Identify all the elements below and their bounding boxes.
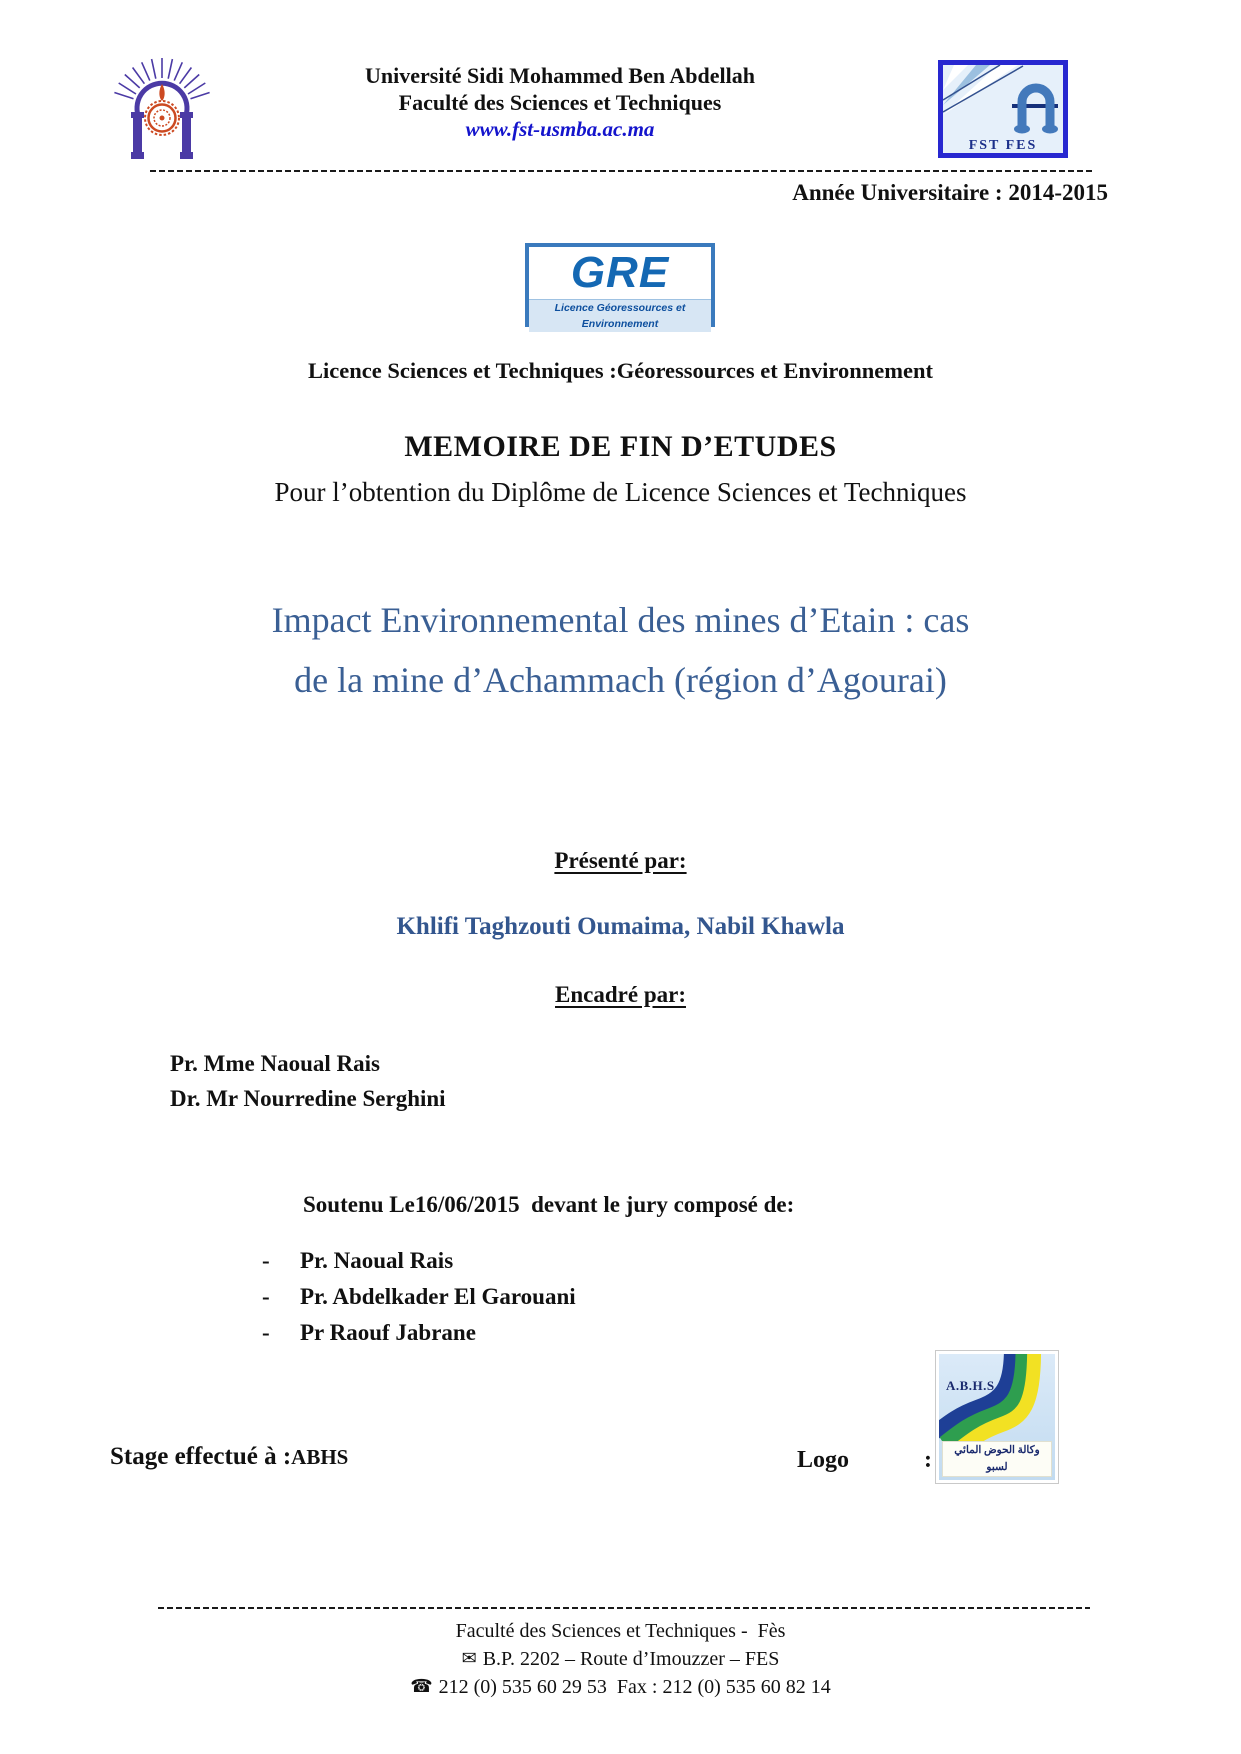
list-dash: - [262, 1320, 270, 1345]
abhs-acronym: A.B.H.S [946, 1378, 995, 1393]
footer-phone [0, 1676, 1241, 1699]
abhs-arabic-name: وكالة الحوض المائي لسبو [942, 1441, 1052, 1477]
university-arch-icon [112, 56, 212, 166]
gre-program-logo [525, 243, 715, 330]
abhs-logo [935, 1350, 1059, 1484]
internship-line [110, 1443, 348, 1471]
program-name: Licence Sciences et Techniques :Géoressources et Environnement [308, 358, 933, 383]
jury-member: Pr. Naoual Rais [300, 1248, 454, 1273]
thesis-title [0, 590, 1241, 710]
logo-label: Logo [797, 1447, 850, 1473]
website-link[interactable]: www.fst-usmba.ac.ma [465, 117, 655, 141]
gre-caption: Licence Géoressources et Environnement [529, 299, 711, 332]
fst-fes-logo-icon [938, 60, 1068, 158]
logo-colon: : [924, 1447, 932, 1473]
fst-fes-logo-text: FST FES [968, 138, 1038, 153]
jury-member: Pr Raouf Jabrane [300, 1320, 476, 1345]
memoire-heading: MEMOIRE DE FIN D’ETUDES [404, 430, 837, 463]
jury-item [262, 1243, 576, 1279]
jury-item [262, 1279, 576, 1315]
internship-label: Stage effectué à : [110, 1443, 292, 1470]
divider-dashed-bottom [158, 1607, 1090, 1609]
list-dash: - [262, 1284, 270, 1309]
divider-dashed-top [150, 170, 1095, 172]
thesis-title-line1: Impact Environnemental des mines d’Etain : cas [271, 600, 970, 640]
abhs-logo-inner [939, 1354, 1055, 1480]
defense-line: Soutenu Le16/06/2015 devant le jury composé de: [303, 1192, 795, 1217]
phone-icon: ☎ [410, 1676, 433, 1696]
thesis-title-line2: de la mine d’Achammach (région d’Agourai) [294, 660, 947, 700]
jury-list [262, 1243, 576, 1351]
supervised-by-label: Encadré par: [555, 982, 686, 1007]
supervisors-list [170, 1046, 446, 1116]
internship-organization: ABHS [291, 1445, 349, 1469]
supervisor: Pr. Mme Naoual Rais [170, 1051, 380, 1076]
academic-year: Année Universitaire : 2014-2015 [792, 180, 1108, 205]
footer-address [0, 1648, 1241, 1671]
university-emblem-logo [112, 56, 212, 171]
mail-icon: ✉ [461, 1648, 477, 1668]
footer-address-text: B.P. 2202 – Route d’Imouzzer – FES [482, 1648, 780, 1670]
jury-item [262, 1315, 576, 1351]
presented-by-label: Présenté par: [554, 848, 687, 873]
memoire-subtitle: Pour l’obtention du Diplôme de Licence Sciences et Techniques [274, 477, 967, 507]
gre-acronym: GRE [570, 248, 670, 297]
footer-faculty: Faculté des Sciences et Techniques - Fès [455, 1620, 786, 1642]
footer-phone-text: 212 (0) 535 60 29 53 Fax : 212 (0) 535 60 82 14 [438, 1676, 831, 1698]
faculty-name: Faculté des Sciences et Techniques [398, 90, 722, 115]
header [280, 62, 840, 143]
authors: Khlifi Taghzouti Oumaima, Nabil Khawla [396, 913, 845, 940]
university-name: Université Sidi Mohammed Ben Abdellah [365, 63, 755, 88]
supervisor: Dr. Mr Nourredine Serghini [170, 1086, 446, 1111]
list-dash: - [262, 1248, 270, 1273]
fst-fes-logo [938, 60, 1068, 163]
jury-member: Pr. Abdelkader El Garouani [300, 1284, 576, 1309]
